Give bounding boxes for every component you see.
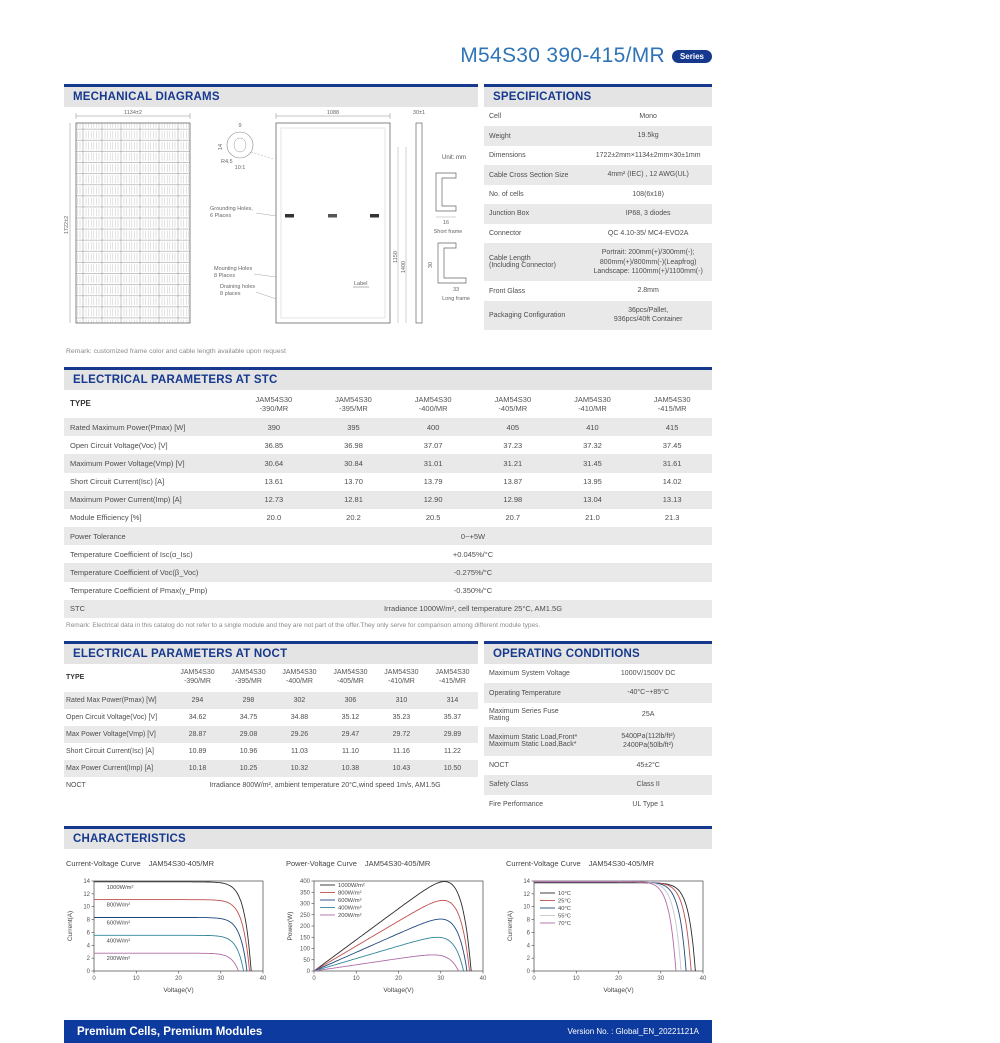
table-cell: 395 — [347, 422, 360, 432]
table-cell: 35.12 — [341, 713, 360, 721]
table-cell: Irradiance 800W/m², ambient temperature 20°C,wind speed 1m/s, AM1.5G — [209, 781, 441, 789]
model-header-cell: JAM54S30 -405/MR — [333, 669, 368, 685]
table-row — [64, 600, 712, 618]
legend-label: 800W/m² — [338, 890, 362, 897]
table-cell: 390 — [267, 422, 281, 432]
table-cell: 20.0 — [266, 513, 282, 523]
dim-width-label: 1134±2 — [124, 110, 142, 116]
table-cell: 11.16 — [392, 747, 410, 755]
dim-1400-label: 1400 — [401, 260, 407, 274]
table-header-row — [64, 664, 478, 692]
legend-label: 10°C — [558, 891, 571, 898]
table-cell: Mono — [639, 113, 657, 120]
mechanical-diagram-svg — [64, 107, 478, 339]
table-cell: 31.61 — [662, 458, 682, 468]
iv-irradiance-plot — [64, 871, 271, 1001]
legend-label: 40°C — [558, 906, 571, 913]
y-tick-label: 14 — [523, 879, 530, 886]
table-cell: Maximum System Voltage — [489, 670, 570, 678]
table-cell: +0.045%/°C — [452, 549, 494, 559]
table-cell: Power Tolerance — [70, 531, 126, 541]
table-cell: 108(6x18) — [632, 190, 664, 198]
table-cell: 31.01 — [423, 458, 443, 468]
table-row — [64, 582, 712, 600]
pv-chart — [284, 857, 491, 1006]
table-row — [64, 545, 712, 563]
table-cell: Maximum Static Load,Front* Maximum Static Load,Back* — [489, 734, 578, 749]
table-row — [484, 243, 712, 281]
y-tick-label: 12 — [523, 891, 530, 898]
table-cell: 306 — [344, 696, 357, 704]
section-header-mechanical: MECHANICAL DIAGRAMS — [64, 84, 478, 107]
x-axis-label: Voltage(V) — [383, 987, 414, 995]
y-tick-label: 50 — [303, 957, 310, 964]
x-tick-label: 20 — [175, 976, 182, 983]
table-cell: 5400Pa(112lb/ft²) 2400Pa(50lb/ft²) — [621, 732, 675, 750]
table-cell: 31.21 — [503, 458, 523, 468]
table-row — [64, 777, 478, 794]
y-tick-label: 6 — [86, 930, 90, 937]
table-row — [484, 185, 712, 204]
table-cell: 29.89 — [443, 730, 462, 738]
table-cell: 34.75 — [239, 713, 258, 721]
operating-conditions-table — [484, 664, 712, 814]
table-cell: 400 — [426, 422, 440, 432]
table-cell: Rated Max Power(Pmax) [W] — [66, 696, 157, 704]
draining-holes-label: Draining holes — [220, 284, 256, 290]
table-cell: 13.61 — [264, 477, 284, 487]
table-cell: 410 — [586, 422, 599, 432]
table-cell: 415 — [665, 422, 679, 432]
model-header-cell: JAM54S30 -390/MR — [180, 669, 215, 685]
table-cell: 1722±2mm×1134±2mm×30±1mm — [595, 151, 701, 159]
table-cell: TYPE — [70, 399, 91, 409]
model-header-cell: JAM54S30 -415/MR — [435, 669, 470, 685]
table-cell: 20.7 — [505, 513, 521, 523]
table-row — [484, 301, 712, 330]
table-cell: 37.07 — [423, 440, 443, 450]
table-cell: 1000V/1500V DC — [620, 670, 676, 677]
section-header-stc: ELECTRICAL PARAMETERS AT STC — [64, 367, 712, 390]
grounding-holes-label-2: 6 Places — [210, 213, 232, 219]
y-tick-label: 12 — [83, 891, 90, 898]
mounting-holes-label: Mounting Holes — [214, 266, 253, 272]
table-cell: Max Power Voltage(Vmp) [V] — [66, 730, 156, 738]
table-cell: 21.3 — [664, 513, 680, 523]
y-tick-label: 0 — [306, 969, 310, 976]
table-row — [484, 703, 712, 727]
table-cell: 2.8mm — [637, 287, 659, 295]
table-cell: Weight — [489, 132, 511, 140]
table-row — [64, 760, 478, 777]
short-frame-section — [434, 173, 463, 235]
table-row — [64, 418, 712, 436]
table-cell: 294 — [191, 696, 204, 704]
table-cell: 10.50 — [443, 764, 462, 772]
y-axis-label: Current(A) — [67, 910, 74, 942]
y-tick-label: 350 — [299, 890, 310, 897]
page-title: M54S30 390-415/MR — [460, 44, 665, 67]
table-row — [64, 454, 712, 472]
y-tick-label: 300 — [299, 901, 310, 908]
legend-label: 1000W/m² — [338, 883, 365, 890]
curve-line — [534, 881, 676, 971]
table-row — [484, 727, 712, 756]
y-axis-label: Current(A) — [507, 910, 514, 942]
short-frame-label: Short frame — [433, 229, 463, 235]
unit-label: Unit: mm — [442, 155, 466, 161]
table-row — [484, 107, 712, 126]
table-cell: 30.84 — [344, 458, 363, 468]
table-cell: Junction Box — [489, 210, 530, 218]
x-tick-label: 0 — [92, 976, 96, 983]
table-cell: 34.62 — [188, 713, 207, 721]
table-cell: 31.45 — [583, 458, 602, 468]
table-cell: Fire Performance — [489, 800, 544, 808]
y-tick-label: 0 — [86, 969, 90, 976]
table-cell: 25A — [641, 711, 655, 719]
long-frame-height-label: 30 — [428, 261, 434, 269]
legend-label: 400W/m² — [338, 905, 362, 912]
curve-line — [314, 919, 467, 971]
y-tick-label: 10 — [83, 904, 90, 911]
series-badge: Series — [672, 50, 712, 63]
table-row — [484, 664, 712, 683]
table-row — [484, 165, 712, 184]
x-axis-label: Voltage(V) — [603, 987, 634, 995]
x-tick-label: 0 — [532, 976, 536, 983]
table-row — [64, 473, 712, 491]
table-cell: 10.18 — [188, 764, 207, 772]
pv-plot — [284, 871, 491, 1001]
model-header-cell: JAM54S30 -405/MR — [494, 394, 532, 413]
series-label: 600W/m² — [106, 920, 131, 927]
table-row — [484, 795, 712, 814]
y-tick-label: 150 — [299, 935, 310, 942]
table-cell: Maximum Series Fuse Rating — [489, 707, 559, 722]
table-cell: Packaging Configuration — [489, 311, 566, 319]
legend-label: 600W/m² — [338, 898, 362, 905]
mounting-hole-detail — [218, 123, 274, 171]
short-frame-width-label: 16 — [442, 220, 450, 226]
section-header-operating: OPERATING CONDITIONS — [484, 641, 712, 664]
label-marker: Label — [354, 281, 368, 287]
detail-radius-label: R4.5 — [221, 159, 233, 165]
x-tick-label: 30 — [657, 976, 665, 983]
chart-title: Current-Voltage Curve JAM54S30-405/MR — [506, 859, 655, 869]
table-header-row — [64, 390, 712, 418]
table-cell: Operating Temperature — [489, 689, 561, 697]
iv-temperature-plot — [504, 871, 711, 1001]
mechanical-diagram — [64, 107, 478, 355]
x-tick-label: 40 — [259, 976, 267, 983]
y-tick-label: 6 — [526, 930, 530, 937]
table-cell: Open Circuit Voltage(Voc) [V] — [66, 713, 158, 721]
table-cell: 37.23 — [503, 440, 523, 450]
table-cell: -40°C~+85°C — [627, 689, 670, 697]
detail-scale-label: 10:1 — [234, 165, 246, 171]
table-cell: Short Circuit Current(Isc) [A] — [66, 747, 154, 755]
page-header — [64, 44, 712, 68]
table-row — [484, 204, 712, 223]
table-row — [64, 726, 478, 743]
x-tick-label: 10 — [572, 976, 580, 983]
table-cell: 13.13 — [662, 495, 682, 505]
model-header-cell: JAM54S30 -395/MR — [335, 394, 372, 413]
iv-irradiance-chart — [64, 857, 271, 1006]
x-tick-label: 40 — [479, 976, 487, 983]
table-cell: 12.98 — [503, 495, 523, 505]
x-tick-label: 10 — [132, 976, 140, 983]
table-cell: 4mm² (IEC) , 12 AWG(UL) — [607, 171, 689, 179]
noct-parameters-table — [64, 664, 478, 794]
specifications-table — [484, 107, 712, 330]
table-cell: 13.87 — [503, 477, 523, 487]
table-cell: 35.37 — [443, 713, 462, 721]
table-cell: Temperature Coefficient of Voc(β_Voc) — [70, 568, 199, 578]
stc-parameters-table — [64, 390, 712, 618]
detail-height-label: 14 — [218, 143, 224, 151]
datasheet-page — [64, 44, 712, 1043]
table-cell: 28.87 — [188, 730, 207, 738]
x-tick-label: 20 — [395, 976, 402, 983]
table-cell: Cable Length (Including Connector) — [489, 255, 556, 270]
table-cell: 37.45 — [662, 440, 682, 450]
section-header-noct: ELECTRICAL PARAMETERS AT NOCT — [64, 641, 478, 664]
table-row — [484, 775, 712, 794]
table-cell: STC — [70, 604, 85, 614]
long-frame-section — [428, 243, 470, 302]
table-cell: No. of cells — [489, 190, 524, 198]
table-cell: Class II — [636, 781, 660, 789]
model-header-cell: JAM54S30 -400/MR — [414, 394, 452, 413]
footer-bar — [64, 1020, 712, 1043]
table-cell: NOCT — [66, 781, 86, 789]
y-tick-label: 400 — [299, 879, 310, 886]
series-label: 800W/m² — [106, 902, 131, 909]
table-cell: QC 4.10-35/ MC4-EVO2A — [607, 229, 689, 237]
section-header-specifications: SPECIFICATIONS — [484, 84, 712, 107]
model-header-cell: JAM54S30 -410/MR — [384, 669, 419, 685]
table-row — [64, 527, 712, 545]
model-header-cell: JAM54S30 -410/MR — [574, 394, 611, 413]
table-cell: Front Glass — [489, 287, 526, 295]
table-row — [64, 491, 712, 509]
leader-labels — [210, 206, 276, 299]
table-cell: 29.26 — [290, 730, 309, 738]
detail-width-label: 9 — [238, 123, 242, 129]
table-cell: 11.03 — [290, 747, 308, 755]
legend-label: 25°C — [558, 898, 571, 905]
table-cell: NOCT — [489, 761, 509, 769]
table-cell: Module Efficiency [%] — [70, 513, 142, 523]
table-cell: Maximum Power Voltage(Vmp) [V] — [70, 458, 185, 468]
table-cell: Max Power Current(Imp) [A] — [66, 764, 154, 772]
table-cell: Cable Cross Section Size — [489, 171, 569, 179]
table-cell: -0.350%/°C — [453, 586, 493, 596]
table-cell: Short Circuit Current(Isc) [A] — [70, 477, 165, 487]
legend-label: 70°C — [558, 921, 571, 928]
table-cell: 30.64 — [264, 458, 284, 468]
table-cell: 13.79 — [423, 477, 443, 487]
series-label: 200W/m² — [106, 956, 131, 963]
section-header-characteristics: CHARACTERISTICS — [64, 826, 712, 849]
table-cell: Connector — [489, 229, 522, 237]
y-tick-label: 2 — [526, 956, 530, 963]
table-row — [484, 224, 712, 243]
thickness-label: 30±1 — [412, 110, 426, 116]
x-tick-label: 30 — [217, 976, 225, 983]
table-cell: 0~+5W — [460, 531, 486, 541]
table-cell: 12.73 — [264, 495, 284, 505]
table-cell: 29.72 — [392, 730, 411, 738]
chart-title: Power-Voltage Curve JAM54S30-405/MR — [286, 859, 431, 869]
x-tick-label: 10 — [352, 976, 360, 983]
table-row — [64, 743, 478, 760]
table-cell: 14.02 — [662, 477, 682, 487]
table-cell: UL Type 1 — [632, 800, 664, 808]
table-row — [484, 126, 712, 145]
curve-line — [314, 955, 459, 971]
x-tick-label: 0 — [312, 976, 316, 983]
table-cell: 310 — [395, 696, 408, 704]
table-cell: IP68, 3 diodes — [625, 210, 671, 218]
table-cell: 11.22 — [443, 747, 461, 755]
table-cell: 302 — [293, 696, 306, 704]
table-cell: 10.25 — [239, 764, 258, 772]
y-tick-label: 0 — [526, 969, 530, 976]
table-cell: 13.95 — [583, 477, 602, 487]
y-tick-label: 10 — [523, 904, 530, 911]
y-tick-label: 8 — [86, 917, 90, 924]
table-cell: Dimensions — [489, 152, 526, 160]
table-cell: 314 — [446, 696, 459, 704]
table-cell: 10.32 — [290, 764, 309, 772]
table-cell: Maximum Power Current(Imp) [A] — [70, 495, 182, 505]
table-cell: 29.08 — [239, 730, 258, 738]
y-tick-label: 14 — [83, 879, 90, 886]
model-header-cell: JAM54S30 -415/MR — [653, 394, 691, 413]
y-axis-label: Power(W) — [287, 911, 294, 941]
mounting-holes-label-2: 8 Places — [214, 273, 236, 279]
table-cell: 37.32 — [583, 440, 602, 450]
stc-remark: Remark: Electrical data in this catalog do not refer to a single module and they are not part of the offer.They only serve for comparison among different module types. — [66, 622, 541, 629]
table-cell: 405 — [506, 422, 520, 432]
x-axis-label: Voltage(V) — [163, 987, 194, 995]
table-cell: Temperature Coefficient of Isc(α_Isc) — [70, 549, 193, 559]
table-cell: 10.38 — [341, 764, 360, 772]
table-row — [484, 756, 712, 775]
table-cell: Cell — [489, 113, 502, 121]
series-label: 400W/m² — [106, 938, 131, 945]
table-row — [64, 692, 478, 709]
table-cell: 36pcs/Pallet, 936pcs/40ft Container — [613, 306, 683, 324]
table-cell: 12.90 — [423, 495, 443, 505]
legend-label: 55°C — [558, 913, 571, 920]
table-cell: TYPE — [66, 674, 85, 682]
table-cell: 19.5kg — [637, 132, 659, 140]
y-tick-label: 8 — [526, 917, 530, 924]
y-tick-label: 4 — [526, 943, 530, 950]
table-cell: 35.23 — [392, 713, 411, 721]
table-row — [64, 563, 712, 581]
table-row — [484, 146, 712, 165]
model-header-cell: JAM54S30 -390/MR — [255, 394, 293, 413]
table-cell: 10.96 — [239, 747, 258, 755]
y-tick-label: 2 — [86, 956, 90, 963]
table-cell: 298 — [242, 696, 255, 704]
table-cell: 11.10 — [341, 747, 359, 755]
table-cell: Irradiance 1000W/m², cell temperature 25°C, AM1.5G — [383, 604, 563, 614]
table-cell: Rated Maximum Power(Pmax) [W] — [70, 422, 186, 432]
footer-version: Version No. : Global_EN_20221121A — [567, 1027, 699, 1037]
series-label: 1000W/m² — [106, 884, 134, 891]
table-cell: 10.43 — [392, 764, 411, 772]
iv-temperature-chart — [504, 857, 711, 1006]
back-view — [276, 110, 407, 323]
table-cell: Open Circuit Voltage(Voc) [V] — [70, 440, 168, 450]
table-cell: 20.2 — [346, 513, 361, 523]
x-tick-label: 20 — [615, 976, 622, 983]
y-tick-label: 4 — [86, 943, 90, 950]
y-tick-label: 100 — [299, 946, 310, 953]
characteristics-charts — [64, 857, 712, 1006]
table-cell: 20.5 — [425, 513, 441, 523]
table-cell: 45±2°C — [636, 761, 660, 769]
mechanical-remark: Remark: customized frame color and cable length available upon request — [66, 348, 286, 355]
draining-holes-label-2: 8 places — [220, 291, 241, 297]
table-row — [64, 436, 712, 454]
dim-1150-label: 1150 — [393, 251, 399, 263]
front-view — [64, 110, 190, 323]
long-frame-base-label: 33 — [452, 287, 460, 293]
table-cell: 12.81 — [344, 495, 363, 505]
table-row — [484, 683, 712, 702]
table-cell: -0.275%/°C — [453, 568, 493, 578]
table-cell: 21.0 — [585, 513, 600, 523]
table-cell: 13.70 — [344, 477, 363, 487]
back-width-label: 1088 — [326, 110, 340, 116]
table-cell: Temperature Coefficient of Pmax(γ_Pmp) — [70, 586, 208, 596]
table-cell: 13.04 — [583, 495, 602, 505]
x-tick-label: 30 — [437, 976, 445, 983]
grounding-holes-label: Grounding Holes, — [210, 206, 253, 212]
table-row — [64, 509, 712, 527]
table-cell: 29.47 — [341, 730, 360, 738]
curve-line — [534, 882, 681, 971]
x-tick-label: 40 — [699, 976, 707, 983]
dim-height-label: 1722±2 — [64, 215, 70, 235]
table-cell: 34.88 — [290, 713, 309, 721]
table-cell: 36.98 — [344, 440, 363, 450]
table-cell: Safety Class — [489, 781, 529, 789]
long-frame-label: Long frame — [442, 296, 470, 302]
table-cell: 10.89 — [188, 747, 207, 755]
table-row — [64, 709, 478, 726]
model-header-cell: JAM54S30 -395/MR — [231, 669, 266, 685]
table-cell: Portrait: 200mm(+)/300mm(-); 800mm(+)/800mm(-)(Leapfrog) Landscape: 1100mm(+)/1100mm(-) — [593, 249, 703, 275]
y-tick-label: 200 — [299, 924, 310, 931]
table-row — [484, 281, 712, 300]
legend-label: 200W/m² — [338, 913, 362, 920]
footer-slogan: Premium Cells, Premium Modules — [77, 1025, 263, 1038]
chart-title: Current-Voltage Curve JAM54S30-405/MR — [66, 859, 215, 869]
table-cell: 36.85 — [264, 440, 284, 450]
y-tick-label: 250 — [299, 912, 310, 919]
model-header-cell: JAM54S30 -400/MR — [282, 669, 317, 685]
